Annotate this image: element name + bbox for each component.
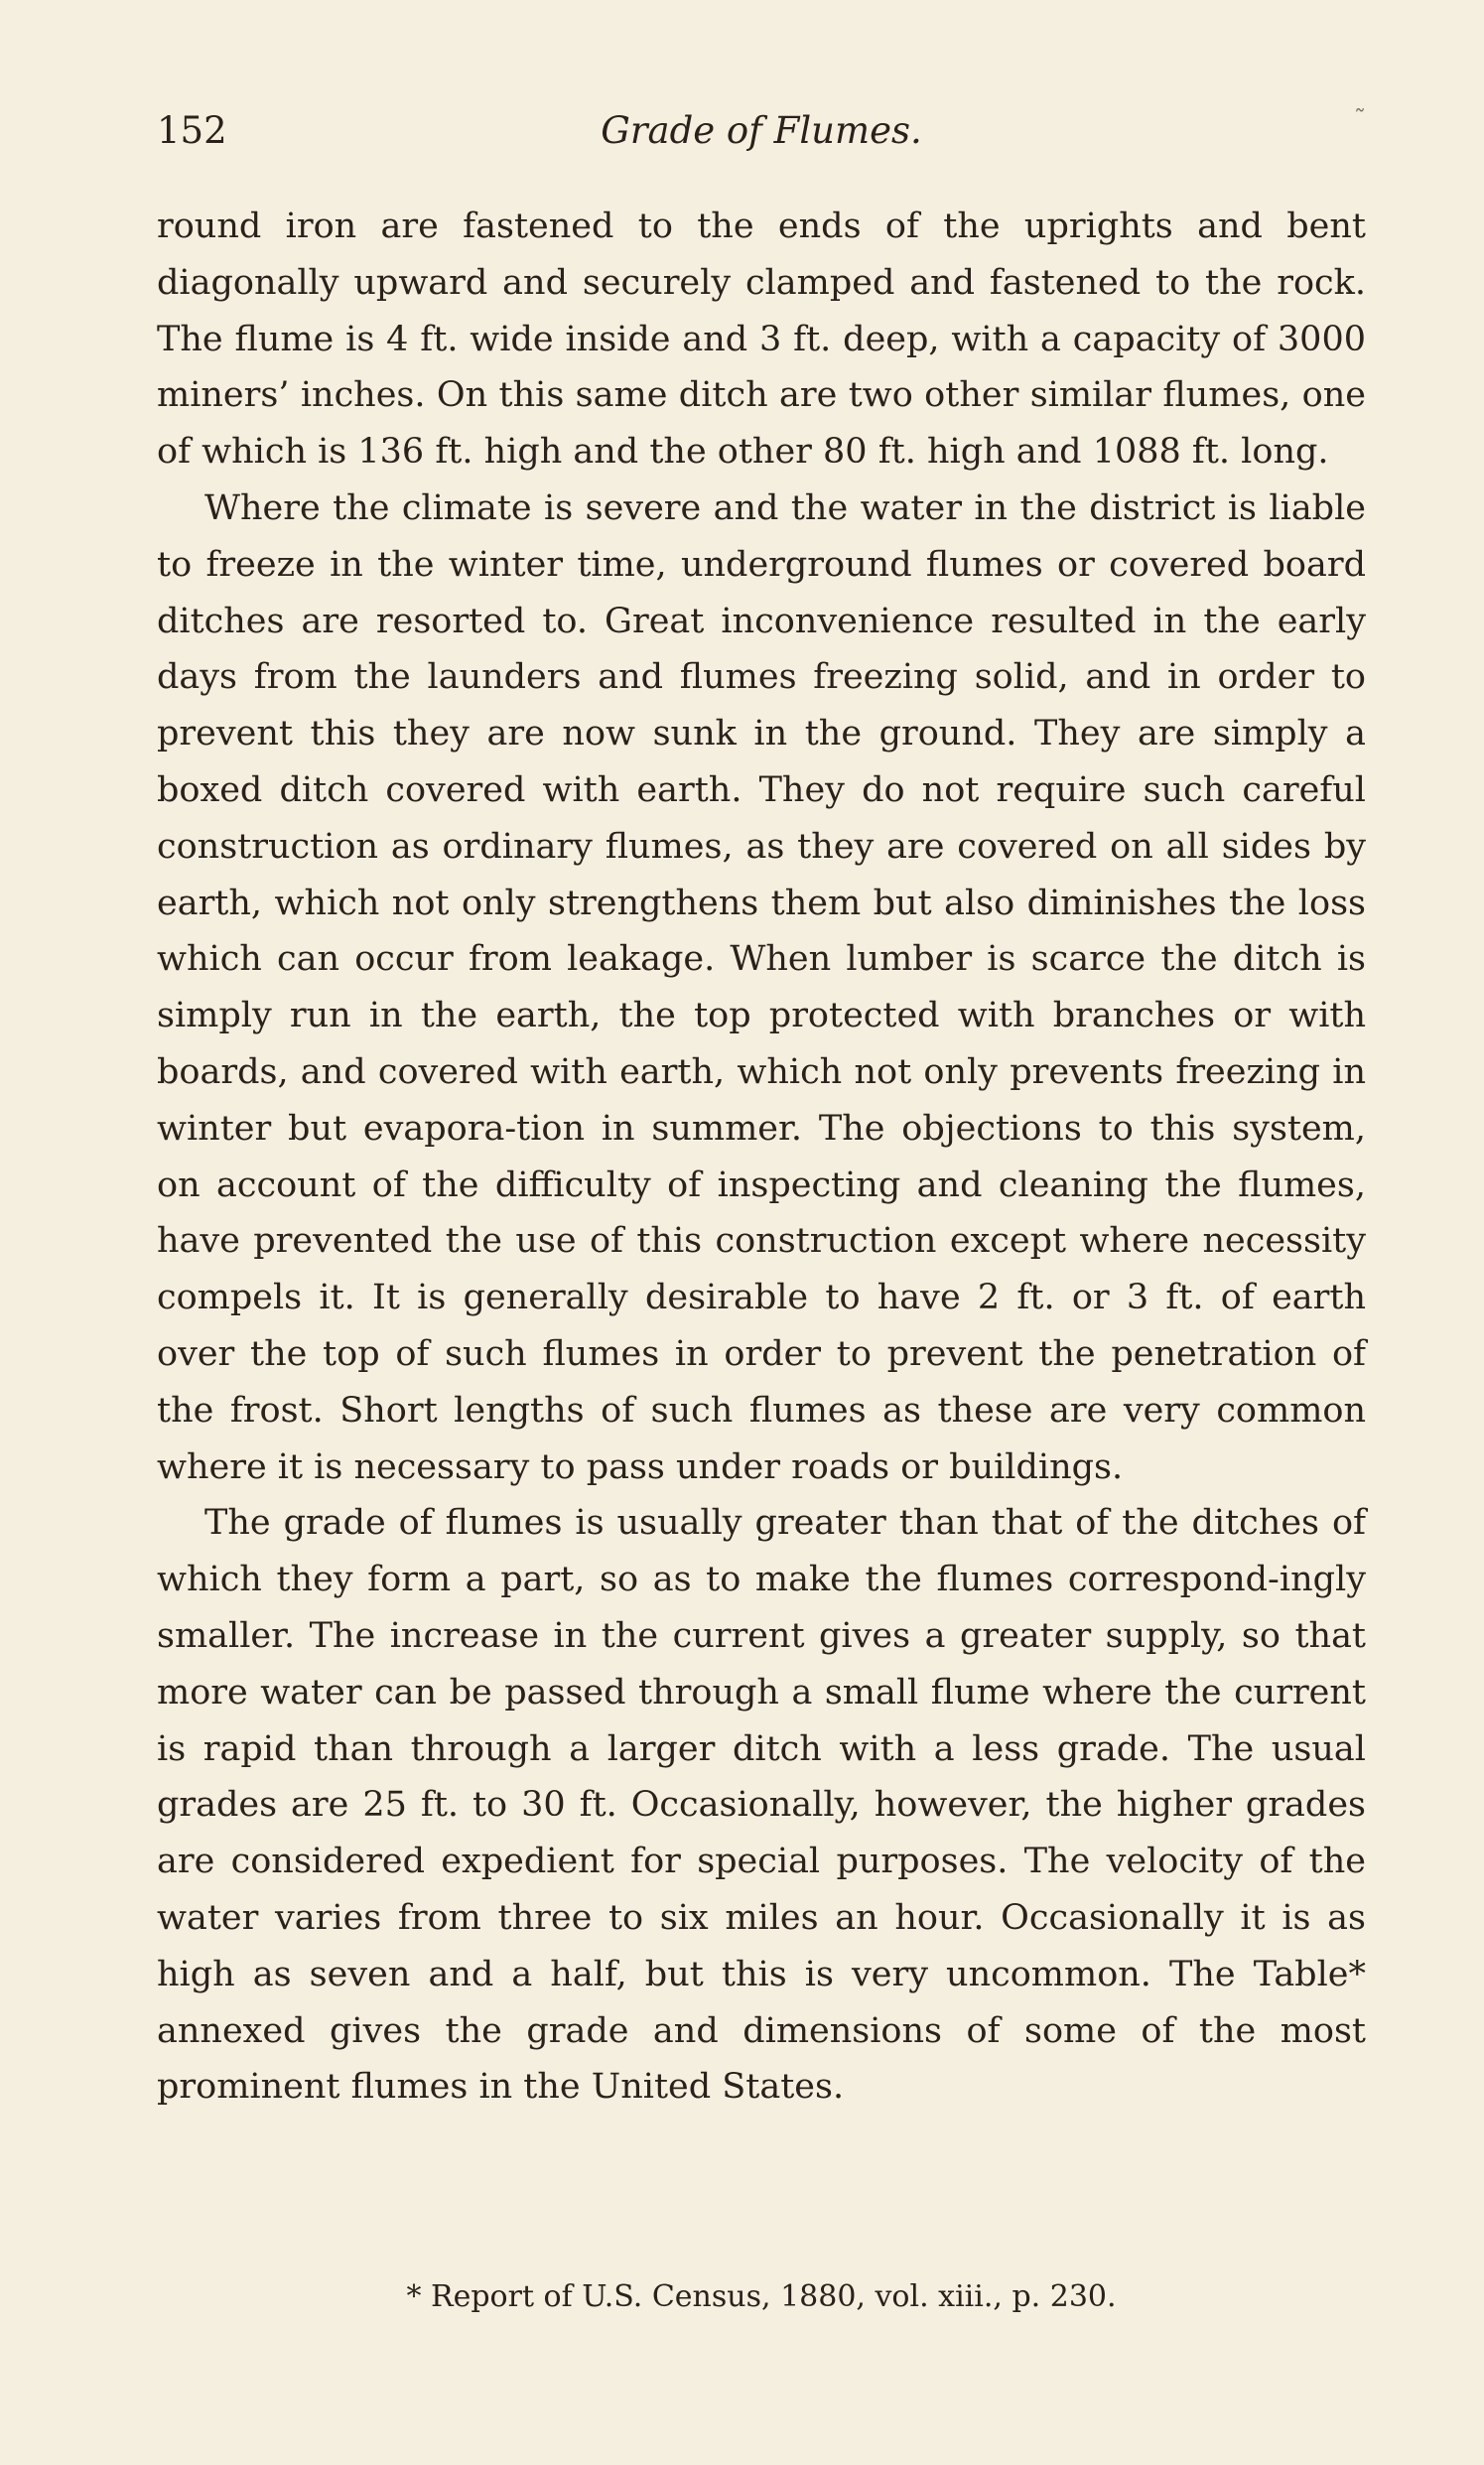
- page-header: [157, 105, 1366, 169]
- body-text: [157, 199, 1366, 2116]
- paragraph-continued: round iron are fastened to the ends of the uprights and bent diagonally upward and securely clamped and fastened to the rock. The flume is 4 ft. wide inside and 3 ft. deep, with a capacity of 3000 miners’ inches. On this same ditch are two other similar flumes, one of which is 136 ft. high and the other 80 ft. high and 1088 ft. long.: [157, 206, 1366, 473]
- paragraph-underground-flumes: Where the climate is severe and the water in the district is liable to freeze in the winter time, underground flumes or covered board ditches are resorted to. Great inconvenience resulted in the early days from the launders and flumes freezing solid, and in order to prevent this they are now sunk in the ground. They are simply a boxed ditch covered with earth. They do not require such careful construction as ordinary flumes, as they are covered on all sides by earth, which not only strengthens them but also diminishes the loss which can occur from leakage. When lumber is scarce the ditch is simply run in the earth, the top protected with branches or with boards, and covered with earth, which not only prevents freezing in winter but evapora-tion in summer. The objections to this system, on account of the difficulty of inspecting and cleaning the flumes, have prevented the use of this construction except where necessity compels it. It is generally desirable to have 2 ft. or 3 ft. of earth over the top of such flumes in order to prevent the penetration of the frost. Short lengths of such flumes as these are very common where it is necessary to pass under roads or buildings.: [157, 487, 1366, 1487]
- page-number: 152: [157, 109, 227, 152]
- corner-mark: ˜: [1354, 105, 1366, 133]
- footnote: * Report of U.S. Census, 1880, vol. xiii., p. 230.: [406, 2279, 1117, 2314]
- running-title: Grade of Flumes.: [601, 109, 922, 152]
- paragraph-grade-of-flumes: The grade of flumes is usually greater than that of the ditches of which they form a part, so as to make the flumes correspond-ingly smaller. The increase in the current gives a greater supply, so that more water can be passed through a small flume where the current is rapid than through a larger ditch with a less grade. The usual grades are 25 ft. to 30 ft. Occasionally, however, the higher grades are considered expedient for special purposes. The velocity of the water varies from three to six miles an hour. Occasionally it is as high as seven and a half, but this is very uncommon. The Table* annexed gives the grade and dimensions of some of the most prominent flumes in the United States.: [157, 1503, 1366, 2108]
